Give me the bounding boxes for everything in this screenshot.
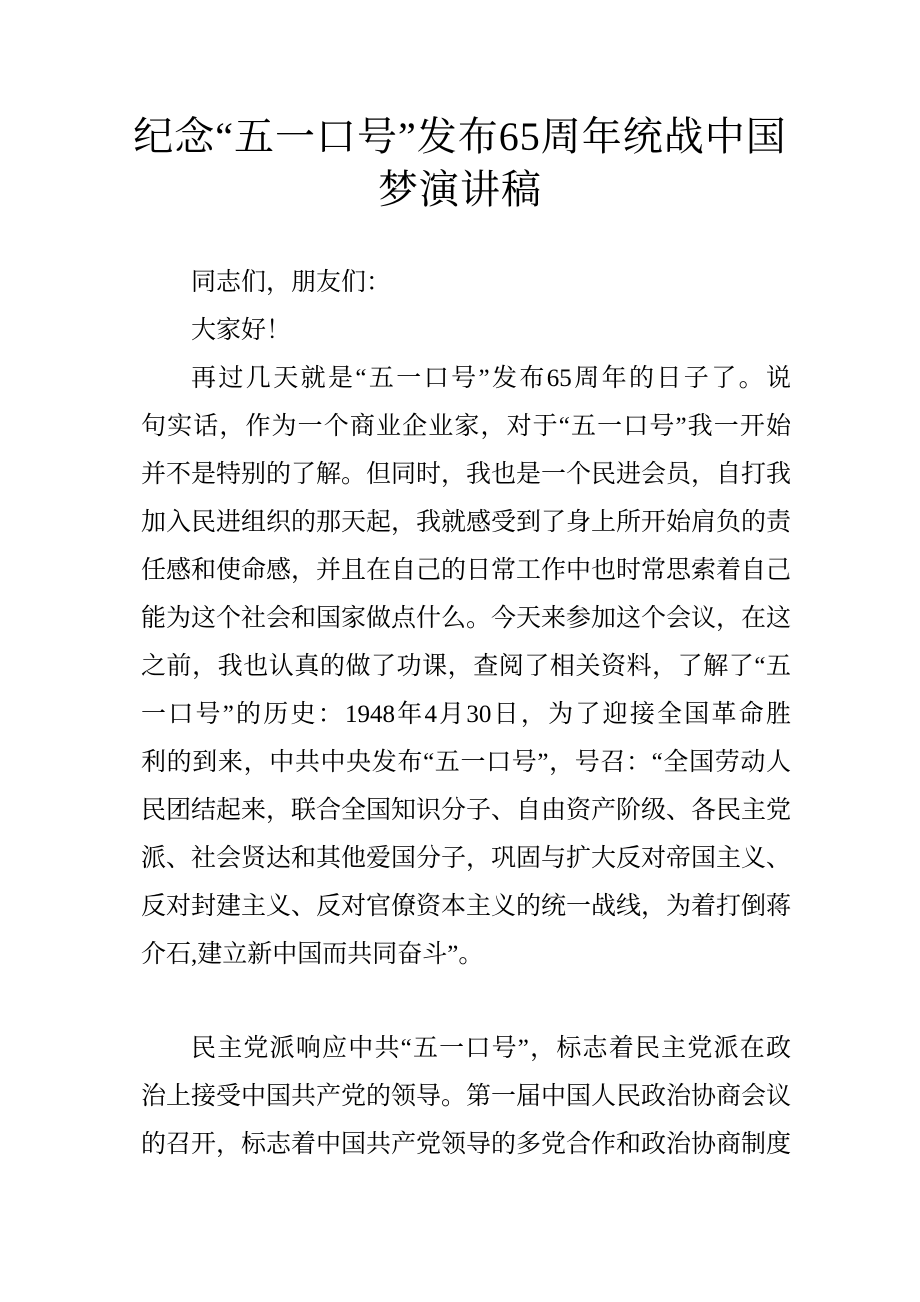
- paragraph-2-line: 的召开，标志着中国共产党领导的多党合作和政治协商制度: [141, 1131, 792, 1158]
- greeting: 大家好！: [191, 317, 292, 344]
- paragraph-1-line: 能为这个社会和国家做点什么。今天来参加这个会议，在这: [141, 605, 792, 632]
- paragraph-1-line: 一口号”的历史：1948年4月30日，为了迎接全国革命胜: [141, 701, 791, 728]
- paragraph-1-line: 加入民进组织的那天起，我就感受到了身上所开始肩负的责: [141, 509, 792, 536]
- paragraph-1-line: 民团结起来，联合全国知识分子、自由资产阶级、各民主党: [141, 797, 792, 824]
- paragraph-1-line: 利的到来，中共中央发布“五一口号”，号召：“全国劳动人: [141, 749, 791, 776]
- paragraph-1-line: 句实话，作为一个商业企业家，对于“五一口号”我一开始: [141, 413, 791, 440]
- paragraph-1: [141, 355, 791, 979]
- paragraph-1-line: 任感和使命感，并且在自己的日常工作中也时常思索着自己: [141, 557, 792, 584]
- paragraph-1-line: 之前，我也认真的做了功课，查阅了相关资料，了解了“五: [141, 653, 791, 680]
- salutation: 同志们，朋友们：: [191, 269, 392, 296]
- opening-lines: [141, 259, 791, 355]
- title-line-2: 梦演讲稿: [378, 167, 542, 212]
- paragraph-2-line: 民主党派响应中共“五一口号”，标志着民主党派在政: [191, 1035, 791, 1062]
- paragraph-1-line: 派、社会贤达和其他爱国分子，巩固与扩大反对帝国主义、: [141, 845, 792, 872]
- paragraph-2: [141, 1025, 791, 1169]
- paragraph-1-line: 再过几天就是“五一口号”发布65周年的日子了。说: [191, 365, 791, 392]
- paragraph-1-line: 介石,建立新中国而共同奋斗”。: [141, 941, 484, 968]
- paragraph-1-line: 并不是特别的了解。但同时，我也是一个民进会员，自打我: [141, 461, 792, 488]
- paragraph-2-line: 治上接受中国共产党的领导。第一届中国人民政治协商会议: [141, 1083, 792, 1110]
- document-title: [120, 110, 800, 216]
- paragraph-1-line: 反对封建主义、反对官僚资本主义的统一战线，为着打倒蒋: [141, 893, 792, 920]
- title-line-1: 纪念“五一口号”发布65周年统战中国: [133, 114, 787, 159]
